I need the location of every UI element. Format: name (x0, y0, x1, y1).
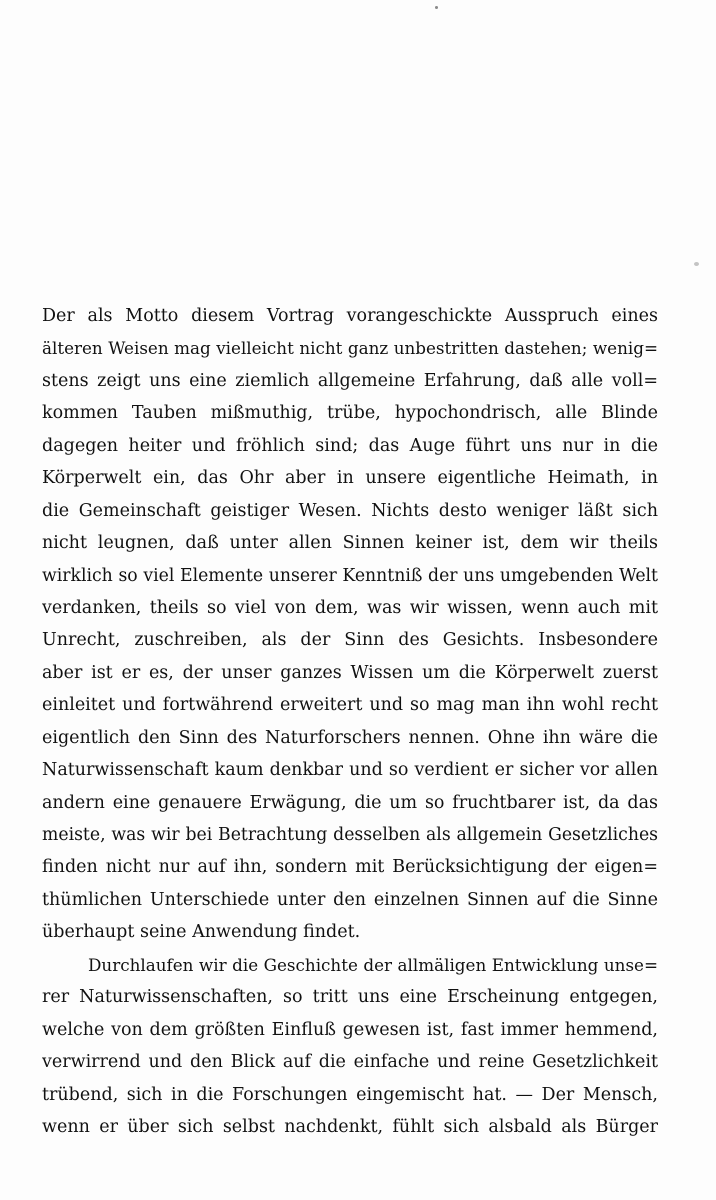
text-line: eigentlich den Sinn des Naturforschers nennen. Ohne ihn wäre die (42, 727, 658, 748)
paragraph-2 (42, 949, 658, 1144)
text-line: nicht leugnen, daß unter allen Sinnen keiner ist, dem wir theils (42, 533, 658, 554)
text-line: Körperwelt ein, das Ohr aber in unsere eigentliche Heimath, in (42, 468, 658, 489)
print-speck (694, 262, 699, 266)
text-line: Naturwissenschaft kaum denkbar und so verdient er sicher vor allen (42, 760, 658, 781)
text-line: finden nicht nur auf ihn, sondern mit Berücksichtigung der eigen= (42, 857, 658, 878)
text-line: verdanken, theils so viel von dem, was wir wissen, wenn auch mit (42, 597, 658, 618)
text-line: meiste, was wir bei Betrachtung desselben als allgemein Gesetzliches (42, 825, 658, 845)
text-line: stens zeigt uns eine ziemlich allgemeine Erfahrung, daß alle voll= (42, 370, 658, 391)
paragraph-1 (42, 300, 658, 949)
text-line: die Gemeinschaft geistiger Wesen. Nichts desto weniger läßt sich (42, 500, 658, 521)
text-line: Durchlaufen wir die Geschichte der allmäligen Entwicklung unse= (88, 954, 658, 975)
text-line: Unrecht, zuschreiben, als der Sinn des Gesichts. Insbesondere (42, 630, 658, 651)
text-line: verwirrend und den Blick auf die einfache und reine Gesetzlichkeit (42, 1052, 658, 1073)
text-line: überhaupt seine Anwendung findet. (42, 922, 361, 943)
text-line: Der als Motto diesem Vortrag vorangeschickte Ausspruch eines (42, 306, 658, 326)
text-line: welche von dem größten Einfluß gewesen ist, fast immer hemmend, (42, 1019, 658, 1040)
text-line: älteren Weisen mag vielleicht nicht ganz unbestritten dastehen; wenig= (42, 338, 658, 359)
text-line: wenn er über sich selbst nachdenkt, fühlt sich alsbald als Bürger (42, 1116, 658, 1137)
text-line: wirklich so viel Elemente unserer Kenntniß der uns umgebenden Welt (42, 565, 658, 586)
text-line: einleitet und fortwährend erweitert und so mag man ihn wohl recht (42, 695, 658, 716)
print-speck (435, 6, 438, 9)
text-line: dagegen heiter und fröhlich sind; das Auge führt uns nur in die (42, 435, 658, 456)
body-text (42, 300, 658, 1143)
text-line: aber ist er es, der unser ganzes Wissen um die Körperwelt zuerst (42, 662, 658, 683)
text-line: trübend, sich in die Forschungen eingemischt hat. — Der Mensch, (42, 1084, 658, 1105)
text-line: thümlichen Unterschiede unter den einzelnen Sinnen auf die Sinne (42, 889, 658, 910)
text-line: andern eine genauere Erwägung, die um so fruchtbarer ist, da das (42, 792, 658, 813)
text-line: rer Naturwissenschaften, so tritt uns eine Erscheinung entgegen, (42, 987, 658, 1008)
text-line: kommen Tauben mißmuthig, trübe, hypochondrisch, alle Blinde (42, 403, 658, 424)
